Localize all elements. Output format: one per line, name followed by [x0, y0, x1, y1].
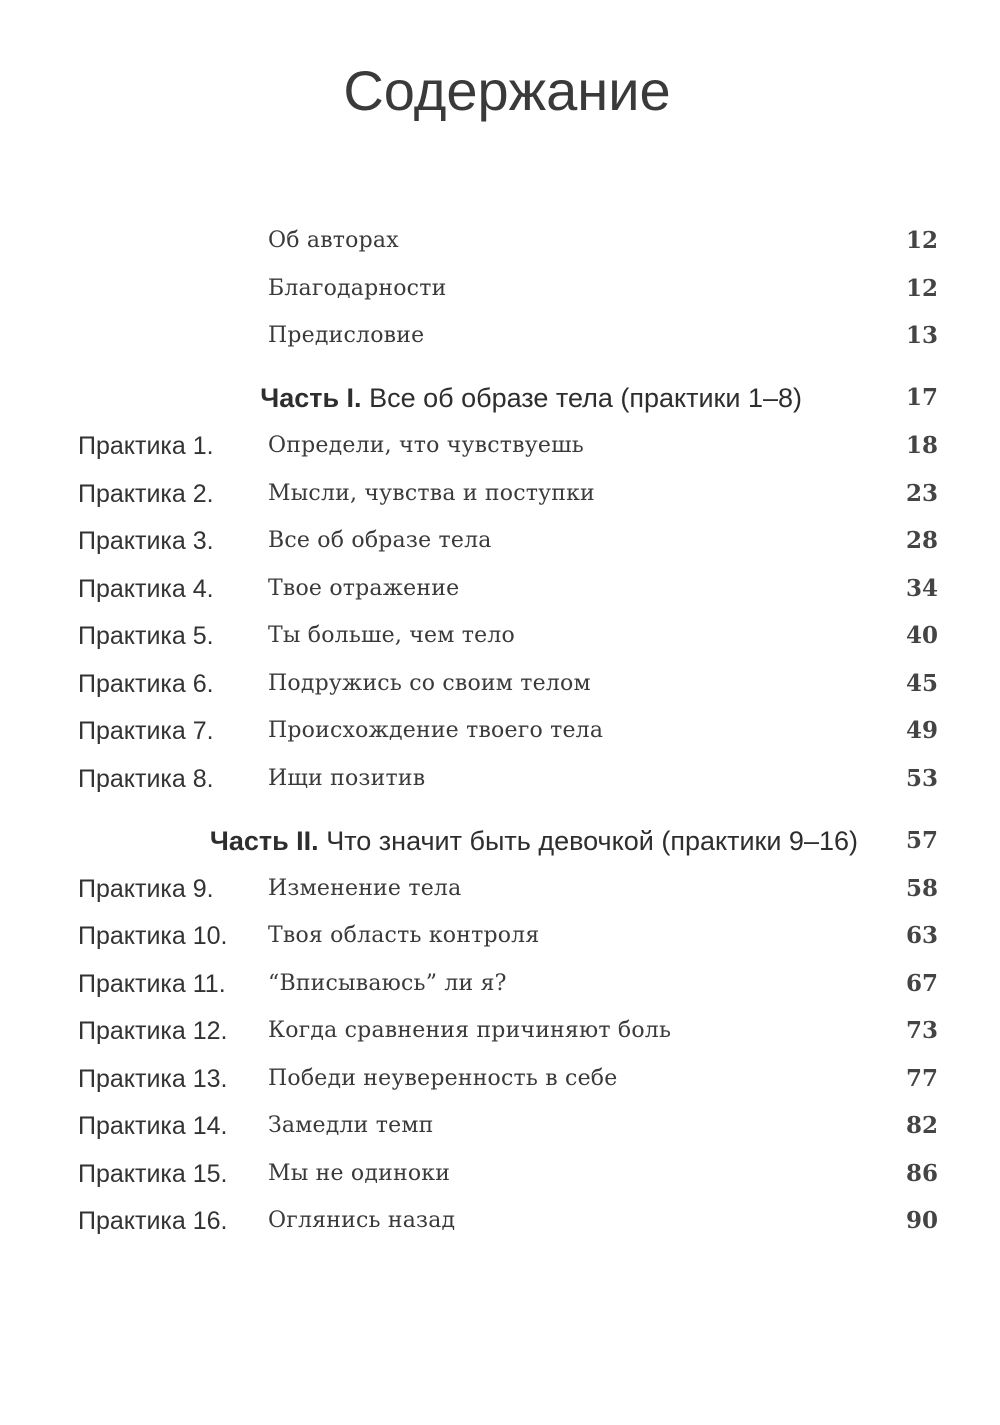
toc-entry[interactable] — [0, 1011, 1000, 1051]
part-heading — [210, 821, 858, 861]
entry-label: Практика 10. — [78, 922, 228, 950]
toc-entry[interactable] — [0, 711, 1000, 751]
entry-page-number: 90 — [905, 1207, 938, 1234]
entry-page-number: 12 — [905, 227, 938, 254]
entry-label: Практика 9. — [78, 875, 214, 903]
entry-title: Происхождение твоего тела — [268, 718, 604, 743]
toc-entry[interactable] — [0, 964, 1000, 1004]
entry-title: Изменение тела — [268, 876, 462, 901]
entry-page-number: 86 — [905, 1160, 938, 1187]
entry-page-number: 82 — [905, 1112, 938, 1139]
entry-page-number: 40 — [905, 622, 938, 649]
entry-page-number: 13 — [905, 322, 938, 349]
part-page-number: 17 — [905, 384, 938, 411]
entry-title: Мысли, чувства и поступки — [268, 481, 595, 506]
part-page-number: 57 — [905, 827, 938, 854]
entry-label: Практика 1. — [78, 432, 214, 460]
toc-entry[interactable] — [0, 616, 1000, 656]
entry-title: Предисловие — [268, 323, 425, 348]
entry-title: Подружись со своим телом — [268, 671, 591, 696]
toc-entry[interactable] — [0, 759, 1000, 799]
entry-page-number: 18 — [905, 432, 938, 459]
entry-page-number: 45 — [905, 670, 938, 697]
toc-part-heading[interactable] — [0, 821, 1000, 861]
entry-label: Практика 14. — [78, 1112, 228, 1140]
part-label: Часть I. — [260, 383, 362, 413]
entry-title: Все об образе тела — [268, 528, 492, 553]
entry-label: Практика 13. — [78, 1065, 228, 1093]
toc-entry[interactable] — [0, 569, 1000, 609]
toc-entry-front-matter[interactable] — [0, 269, 1000, 309]
toc-entry-front-matter[interactable] — [0, 316, 1000, 356]
part-title: Что значит быть девочкой (практики 9–16) — [326, 826, 858, 856]
entry-title: Мы не одиноки — [268, 1161, 451, 1186]
entry-page-number: 73 — [905, 1017, 938, 1044]
toc-entry[interactable] — [0, 521, 1000, 561]
toc-part-heading[interactable] — [0, 378, 1000, 418]
entry-label: Практика 16. — [78, 1207, 228, 1235]
entry-label: Практика 8. — [78, 765, 214, 793]
entry-label: Практика 6. — [78, 670, 214, 698]
toc-entry[interactable] — [0, 426, 1000, 466]
entry-page-number: 63 — [905, 922, 938, 949]
entry-label: Практика 7. — [78, 717, 214, 745]
entry-label: Практика 2. — [78, 480, 214, 508]
toc-entry[interactable] — [0, 1106, 1000, 1146]
entry-page-number: 53 — [905, 765, 938, 792]
entry-label: Практика 3. — [78, 527, 214, 555]
part-label: Часть II. — [209, 826, 319, 856]
entry-title: Ты больше, чем тело — [268, 623, 515, 648]
toc-entry[interactable] — [0, 1059, 1000, 1099]
entry-page-number: 67 — [905, 970, 938, 997]
entry-title: Твоя область контроля — [268, 923, 540, 948]
entry-page-number: 12 — [905, 275, 938, 302]
toc-entry[interactable] — [0, 664, 1000, 704]
entry-label: Практика 11. — [78, 970, 226, 998]
part-title: Все об образе тела (практики 1–8) — [369, 383, 802, 413]
part-heading — [260, 378, 802, 418]
entry-title: Об авторах — [268, 228, 399, 253]
entry-label: Практика 12. — [78, 1017, 228, 1045]
entry-page-number: 58 — [905, 875, 938, 902]
entry-page-number: 23 — [905, 480, 938, 507]
entry-title: Когда сравнения причиняют боль — [268, 1018, 672, 1043]
entry-page-number: 28 — [905, 527, 938, 554]
toc-entry[interactable] — [0, 1201, 1000, 1241]
entry-title: Замедли темп — [268, 1113, 434, 1138]
toc-entry[interactable] — [0, 1154, 1000, 1194]
entry-title: Твое отражение — [268, 576, 460, 601]
toc-entry-front-matter[interactable] — [0, 221, 1000, 261]
entry-page-number: 77 — [905, 1065, 938, 1092]
entry-label: Практика 15. — [78, 1160, 228, 1188]
entry-title: Оглянись назад — [268, 1208, 456, 1233]
entry-label: Практика 5. — [78, 622, 214, 650]
entry-title: Ищи позитив — [268, 766, 426, 791]
toc-entry[interactable] — [0, 916, 1000, 956]
entry-title: Благодарности — [268, 276, 447, 301]
toc-entry[interactable] — [0, 869, 1000, 909]
entry-page-number: 49 — [905, 717, 938, 744]
entry-page-number: 34 — [905, 575, 938, 602]
entry-title: Определи, что чувствуешь — [268, 433, 584, 458]
entry-title: “Вписываюсь” ли я? — [268, 971, 507, 996]
entry-label: Практика 4. — [78, 575, 214, 603]
page-title: Содержание — [343, 59, 671, 122]
toc-entry[interactable] — [0, 474, 1000, 514]
entry-title: Победи неуверенность в себе — [268, 1066, 618, 1091]
